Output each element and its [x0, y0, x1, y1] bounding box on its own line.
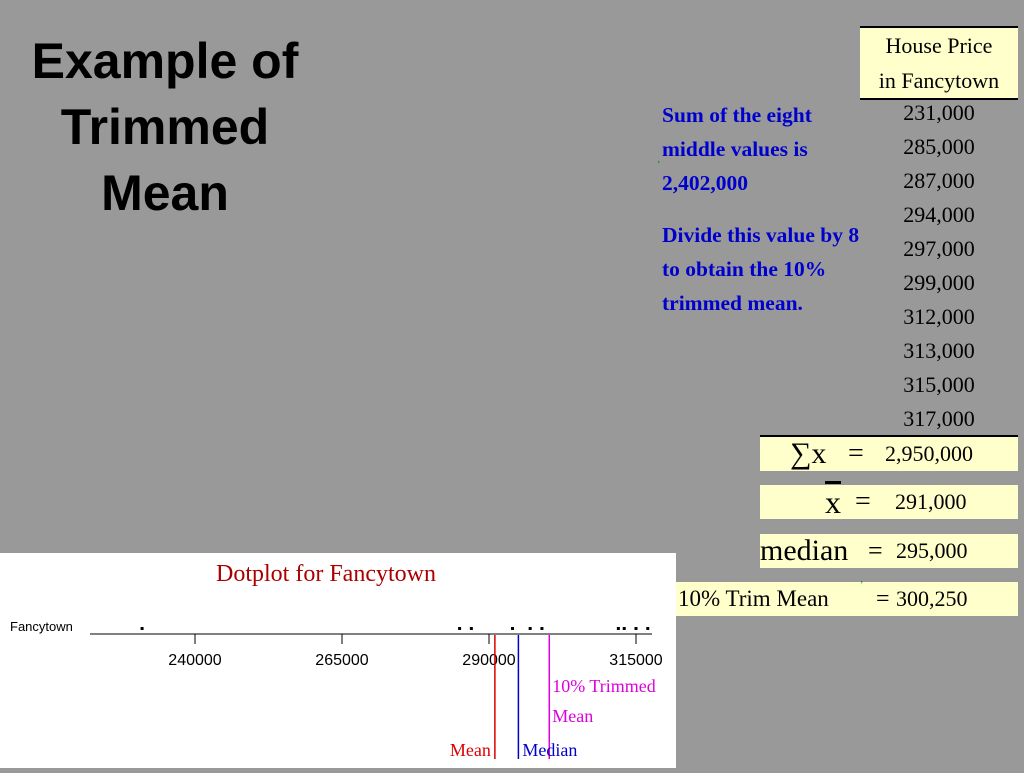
trim-mean-label: 10% Trim Mean — [678, 586, 829, 611]
data-point — [511, 627, 514, 630]
median-row — [760, 534, 1018, 568]
chart-title: Dotplot for Fancytown — [216, 561, 436, 587]
x-tick-label: 315000 — [609, 652, 663, 669]
sum-note: Sum of the eight middle values is 2,402,000 — [662, 103, 812, 195]
divide-note: Divide this value by 8 to obtain the 10% trimmed mean. — [662, 223, 860, 315]
trim-mean-row — [658, 582, 1018, 616]
mean-label: Mean — [449, 740, 491, 760]
data-points — [141, 627, 650, 630]
median-equals: = — [868, 536, 883, 565]
y-axis-label: Fancytown — [10, 619, 73, 634]
trimmed-mean-label: 10% Trimmed — [552, 676, 656, 696]
comment-marker-icon: ’ — [860, 580, 864, 591]
price-value: 231,000 — [903, 100, 975, 125]
data-point — [141, 627, 144, 630]
dotplot-svg — [0, 553, 676, 768]
price-value: 317,000 — [903, 406, 975, 431]
price-value: 287,000 — [903, 168, 975, 193]
data-point — [540, 627, 543, 630]
x-axis-ticks — [168, 634, 662, 669]
table-header — [860, 26, 1018, 100]
data-point — [470, 627, 473, 630]
data-point — [623, 627, 626, 630]
price-value: 315,000 — [903, 372, 975, 397]
mean-equals: = — [855, 486, 871, 517]
x-tick-label: 240000 — [168, 652, 222, 669]
mean-symbol: $\overline{x}$ — [825, 484, 841, 520]
x-tick-label: 290000 — [462, 652, 516, 669]
median-value: 295,000 — [896, 538, 968, 563]
data-point — [646, 627, 649, 630]
data-point — [635, 627, 638, 630]
sum-equals: = — [848, 438, 864, 469]
mean-value: 291,000 — [895, 489, 967, 514]
sum-symbol: ∑x — [790, 437, 827, 470]
price-value: 313,000 — [903, 338, 975, 363]
mean-row — [760, 485, 1018, 519]
sum-value: 2,950,000 — [885, 441, 973, 466]
price-value: 294,000 — [903, 202, 975, 227]
data-point — [458, 627, 461, 630]
price-value: 297,000 — [903, 236, 975, 261]
data-point — [529, 627, 532, 630]
trimmed-mean-label: Mean — [552, 706, 594, 726]
table-header-line2: in Fancytown — [878, 68, 1000, 93]
house-price-list — [880, 96, 998, 436]
trim-mean-value: 300,250 — [896, 586, 968, 611]
price-value: 285,000 — [903, 134, 975, 159]
data-point — [617, 627, 620, 630]
comment-marker-icon: ’ — [657, 160, 661, 171]
sum-row — [760, 437, 1018, 471]
price-value: 312,000 — [903, 304, 975, 329]
slide-title: Example of Trimmed Mean — [31, 33, 299, 221]
table-header-line1: House Price — [885, 33, 993, 58]
x-tick-label: 265000 — [315, 652, 369, 669]
median-label: Median — [522, 740, 578, 760]
dotplot-chart — [0, 553, 676, 768]
price-value: 299,000 — [903, 270, 975, 295]
trim-mean-equals: = — [876, 586, 890, 612]
median-label: median — [760, 534, 849, 567]
